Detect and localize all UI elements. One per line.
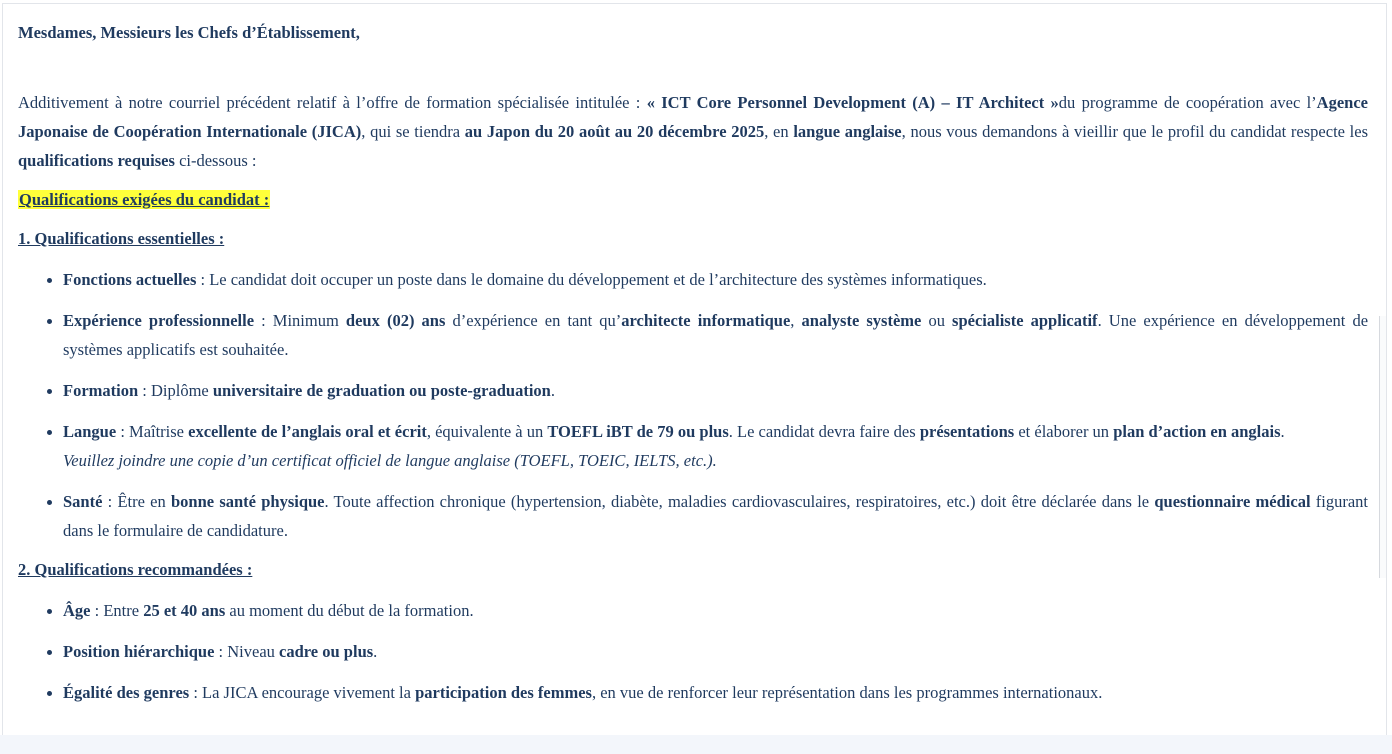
scrollbar[interactable] [1379,316,1386,578]
intro-paragraph: Additivement à notre courriel précédent relatif à l’offre de formation spécialisée intitulée : « ICT Core Personnel Development (A) – IT Architect »du programme de coopération avec l’Agence Japonaise de Coopération Internationale (JICA), qui se tiendra au Japon du 20 août au 20 décembre 2025, en langue anglaise, nous vous demandons à vieillir que le profil du candidat respecte les qualifications requises ci-dessous : [18,93,1369,170]
email-body-frame [2,3,1387,736]
language-certificate-note: Veuillez joindre une copie d’un certificat officiel de langue anglaise (TOEFL, TOEIC, IELTS, etc.). [63,451,717,470]
list-item-fonctions: Fonctions actuelles : Le candidat doit occuper un poste dans le domaine du développement et de l’architecture des systèmes informatiques. [63,265,1368,294]
salutation: Mesdames, Messieurs les Chefs d’Établissement, [18,23,360,42]
list-item-experience: Expérience professionnelle : Minimum deux (02) ans d’expérience en tant qu’architecte informatique, analyste système ou spécialiste applicatif. Une expérience en développement de systèmes applicatifs est souhaitée. [63,306,1368,364]
main-heading: Qualifications exigées du candidat : [19,190,270,209]
list-item-formation: Formation : Diplôme universitaire de graduation ou poste-graduation. [63,376,1368,405]
list-item-age: Âge : Entre 25 et 40 ans au moment du début de la formation. [63,596,1368,625]
email-content [18,18,1368,707]
list-item-langue: Langue : Maîtrise excellente de l’anglais oral et écrit, équivalente à un TOEFL iBT de 79 ou plus. Le candidat devra faire des présentations et élaborer un plan d’action en anglais. Veuillez joindre une copie d’un certificat officiel de langue anglaise (TOEFL, TOEIC, IELTS, etc.). [63,417,1368,475]
section1-title: 1. Qualifications essentielles : [18,229,225,248]
section2-list [18,596,1368,707]
bottom-bar [0,735,1392,754]
section2-title: 2. Qualifications recommandées : [18,560,253,579]
list-item-position: Position hiérarchique : Niveau cadre ou plus. [63,637,1368,666]
section1-list [18,265,1368,545]
list-item-genres: Égalité des genres : La JICA encourage vivement la participation des femmes, en vue de renforcer leur représentation dans les programmes internationaux. [63,678,1368,707]
list-item-sante: Santé : Être en bonne santé physique. Toute affection chronique (hypertension, diabète, maladies cardiovasculaires, respiratoires, etc.) doit être déclarée dans le questionnaire médical figurant dans le formulaire de candidature. [63,487,1368,545]
